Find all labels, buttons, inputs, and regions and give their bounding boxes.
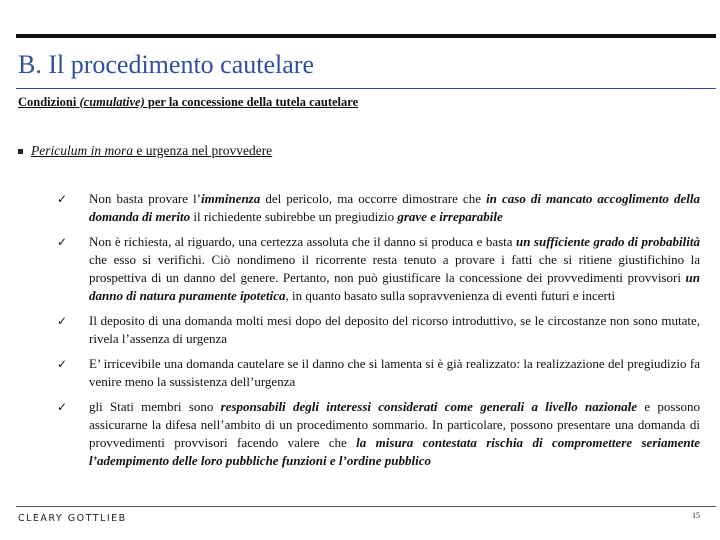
subtitle-text-1: Condizioni [18,95,80,109]
list-item-text [89,233,700,305]
list-item [57,355,700,391]
bullet-italic-text: Periculum in mora [31,143,133,158]
checkmark-icon: ✓ [57,314,68,328]
emphasis-segment: un danno di natura puramente ipotetica [89,270,700,303]
square-bullet-icon [18,149,23,154]
list-item [57,190,700,226]
firm-logo: CLEARY GOTTLIEB [18,513,127,524]
checkmark-icon: ✓ [57,192,68,206]
emphasis-segment: un sufficiente grado di probabilità [516,234,700,249]
text-segment: , in quanto basato sulla sopravvenienza di eventi futuri e incerti [285,288,616,303]
text-segment: il richiedente subirebbe un pregiudizio [190,209,398,224]
bullet-text: e urgenza nel provvedere [133,143,273,158]
text-segment: E’ irricevibile una domanda cautelare se il danno che si lamenta si è già realizzato: la realizzazione del pregiudizio fa venire meno la sussistenza dell’urgenza [89,356,700,389]
text-segment: gli Stati membri sono [89,399,221,414]
subtitle-text-2: per la concessione della tutela cautelare [144,95,359,109]
top-rule [16,34,716,38]
list-item-text [89,355,700,391]
checkmark-icon: ✓ [57,400,68,414]
slide-subtitle [18,95,358,110]
list-item-text [89,398,700,470]
checkmark-icon: ✓ [57,235,68,249]
text-segment: che esso si verifichi. Ciò nondimeno il ricorrente resta tenuto a provare i fatti che si ritiene giustifichino la prospettiva di un danno del genere. Pertanto, non può giustificare la concessione dei provvedimenti provvisori [89,252,700,285]
emphasis-segment: in caso di mancato accoglimento della domanda di merito [89,191,700,224]
main-bullet [18,143,272,159]
footer-rule [16,506,716,507]
list-item [57,233,700,305]
list-item-text [89,190,700,226]
emphasis-segment: grave e irreparabile [397,209,503,224]
text-segment: e possono assicurarne la difesa nell’ambito di un procedimento sommario. In particolare, possono presentare una domanda di provvedimenti provvisori facendo valere che [89,399,700,450]
emphasis-segment: responsabili degli interessi considerati come generali a livello nazionale [220,399,638,414]
subtitle-italic-text: (cumulative) [79,95,145,109]
title-underline [16,88,716,89]
text-segment: del pericolo, ma occorre dimostrare che [260,191,487,206]
list-item [57,398,700,470]
text-segment: Il deposito di una domanda molti mesi dopo del deposito del ricorso introduttivo, se le circostanze non sono mutate, rivela l’assenza di urgenza [89,313,700,346]
text-segment: Non basta provare l’ [89,191,201,206]
condition-list [57,190,700,477]
text-segment: Non è richiesta, al riguardo, una certezza assoluta che il danno si produca e basta [89,234,516,249]
slide-title: B. Il procedimento cautelare [18,50,314,79]
list-item [57,312,700,348]
emphasis-segment: la misura contestata rischia di compromettere seriamente l’adempimento delle loro pubbliche funzioni e l’ordine pubblico [89,435,700,468]
page-number: 15 [692,511,700,520]
list-item-text [89,312,700,348]
checkmark-icon: ✓ [57,357,68,371]
emphasis-segment: imminenza [201,191,261,206]
